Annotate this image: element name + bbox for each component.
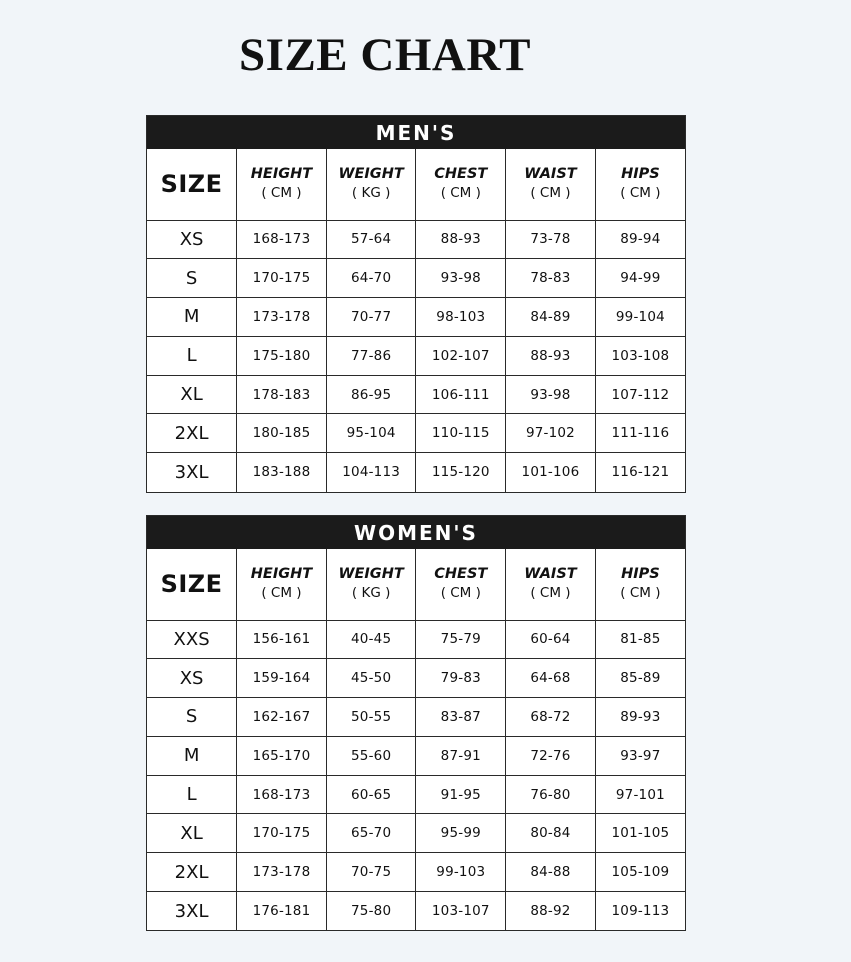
measurement-cell: 70-75 <box>326 853 416 892</box>
column-name: CHEST <box>434 566 488 583</box>
men-column-header-height <box>237 149 327 220</box>
measurement-cell: 176-181 <box>237 892 327 931</box>
measurement-cell: 88-93 <box>416 220 506 259</box>
measurement-cell: 75-80 <box>326 892 416 931</box>
table-row <box>147 414 685 453</box>
measurement-cell: 115-120 <box>416 453 506 492</box>
measurement-cell: 99-104 <box>595 298 685 337</box>
column-unit: ( CM ) <box>440 185 481 202</box>
measurement-cell: 55-60 <box>326 736 416 775</box>
womens-size-grid <box>147 549 685 930</box>
measurement-cell: 111-116 <box>595 414 685 453</box>
column-unit: ( KG ) <box>351 185 391 202</box>
measurement-cell: 170-175 <box>237 814 327 853</box>
measurement-cell: 76-80 <box>506 775 596 814</box>
column-name: HIPS <box>621 566 660 583</box>
measurement-cell: 165-170 <box>237 736 327 775</box>
column-name: WEIGHT <box>338 566 404 583</box>
column-name: HIPS <box>621 166 660 183</box>
measurement-cell: 103-108 <box>595 336 685 375</box>
size-label-cell: 3XL <box>147 453 237 492</box>
column-unit: ( CM ) <box>530 185 571 202</box>
page-title: SIZE CHART <box>239 29 531 81</box>
measurement-cell: 68-72 <box>506 698 596 737</box>
measurement-cell: 50-55 <box>326 698 416 737</box>
measurement-cell: 106-111 <box>416 375 506 414</box>
measurement-cell: 40-45 <box>326 620 416 659</box>
measurement-cell: 84-88 <box>506 853 596 892</box>
measurement-cell: 180-185 <box>237 414 327 453</box>
measurement-cell: 70-77 <box>326 298 416 337</box>
measurement-cell: 162-167 <box>237 698 327 737</box>
measurement-cell: 87-91 <box>416 736 506 775</box>
size-label-cell: XL <box>147 375 237 414</box>
measurement-cell: 168-173 <box>237 775 327 814</box>
measurement-cell: 183-188 <box>237 453 327 492</box>
table-row <box>147 336 685 375</box>
table-row <box>147 659 685 698</box>
table-row <box>147 298 685 337</box>
measurement-cell: 75-79 <box>416 620 506 659</box>
womens-table-banner: WOMEN'S <box>147 516 685 549</box>
size-label-cell: XS <box>147 659 237 698</box>
measurement-cell: 95-104 <box>326 414 416 453</box>
measurement-cell: 101-105 <box>595 814 685 853</box>
measurement-cell: 81-85 <box>595 620 685 659</box>
size-label-cell: XS <box>147 220 237 259</box>
column-unit: ( CM ) <box>620 185 661 202</box>
mens-header-row <box>147 149 685 220</box>
measurement-cell: 84-89 <box>506 298 596 337</box>
size-label-cell: M <box>147 298 237 337</box>
column-unit: ( CM ) <box>261 585 302 602</box>
measurement-cell: 79-83 <box>416 659 506 698</box>
table-row <box>147 453 685 492</box>
women-column-header-height <box>237 549 327 620</box>
measurement-cell: 95-99 <box>416 814 506 853</box>
measurement-cell: 65-70 <box>326 814 416 853</box>
measurement-cell: 156-161 <box>237 620 327 659</box>
table-row <box>147 698 685 737</box>
measurement-cell: 85-89 <box>595 659 685 698</box>
size-label-cell: S <box>147 698 237 737</box>
table-row <box>147 814 685 853</box>
measurement-cell: 110-115 <box>416 414 506 453</box>
mens-size-grid <box>147 149 685 492</box>
measurement-cell: 97-101 <box>595 775 685 814</box>
mens-table-body <box>147 220 685 492</box>
measurement-cell: 80-84 <box>506 814 596 853</box>
womens-size-table <box>146 515 686 931</box>
measurement-cell: 72-76 <box>506 736 596 775</box>
measurement-cell: 60-65 <box>326 775 416 814</box>
measurement-cell: 83-87 <box>416 698 506 737</box>
men-column-header-hips <box>595 149 685 220</box>
women-column-header-waist <box>506 549 596 620</box>
column-name: CHEST <box>434 166 488 183</box>
table-row <box>147 259 685 298</box>
column-name: WAIST <box>524 566 577 583</box>
size-label-cell: 2XL <box>147 414 237 453</box>
measurement-cell: 91-95 <box>416 775 506 814</box>
measurement-cell: 116-121 <box>595 453 685 492</box>
size-label-cell: M <box>147 736 237 775</box>
measurement-cell: 89-94 <box>595 220 685 259</box>
measurement-cell: 97-102 <box>506 414 596 453</box>
measurement-cell: 173-178 <box>237 298 327 337</box>
column-name: WAIST <box>524 166 577 183</box>
size-label-cell: L <box>147 775 237 814</box>
measurement-cell: 178-183 <box>237 375 327 414</box>
table-row <box>147 736 685 775</box>
column-unit: ( CM ) <box>440 585 481 602</box>
measurement-cell: 93-98 <box>416 259 506 298</box>
column-unit: ( CM ) <box>261 185 302 202</box>
column-name: HEIGHT <box>250 566 313 583</box>
table-row <box>147 853 685 892</box>
measurement-cell: 88-93 <box>506 336 596 375</box>
column-unit: ( KG ) <box>351 585 391 602</box>
mens-size-column-header: SIZE <box>147 149 237 220</box>
womens-header-row <box>147 549 685 620</box>
measurement-cell: 93-98 <box>506 375 596 414</box>
measurement-cell: 64-70 <box>326 259 416 298</box>
table-row <box>147 892 685 931</box>
measurement-cell: 105-109 <box>595 853 685 892</box>
measurement-cell: 104-113 <box>326 453 416 492</box>
size-label-cell: S <box>147 259 237 298</box>
measurement-cell: 103-107 <box>416 892 506 931</box>
measurement-cell: 86-95 <box>326 375 416 414</box>
women-column-header-hips <box>595 549 685 620</box>
size-label-cell: L <box>147 336 237 375</box>
measurement-cell: 60-64 <box>506 620 596 659</box>
column-name: HEIGHT <box>250 166 313 183</box>
measurement-cell: 78-83 <box>506 259 596 298</box>
women-column-header-weight <box>326 549 416 620</box>
measurement-cell: 64-68 <box>506 659 596 698</box>
womens-table-body <box>147 620 685 930</box>
table-row <box>147 220 685 259</box>
men-column-header-waist <box>506 149 596 220</box>
measurement-cell: 107-112 <box>595 375 685 414</box>
measurement-cell: 57-64 <box>326 220 416 259</box>
measurement-cell: 98-103 <box>416 298 506 337</box>
mens-size-table <box>146 115 686 493</box>
size-label-cell: 3XL <box>147 892 237 931</box>
measurement-cell: 159-164 <box>237 659 327 698</box>
measurement-cell: 168-173 <box>237 220 327 259</box>
measurement-cell: 45-50 <box>326 659 416 698</box>
measurement-cell: 89-93 <box>595 698 685 737</box>
measurement-cell: 73-78 <box>506 220 596 259</box>
measurement-cell: 173-178 <box>237 853 327 892</box>
measurement-cell: 94-99 <box>595 259 685 298</box>
size-label-cell: XXS <box>147 620 237 659</box>
column-name: WEIGHT <box>338 166 404 183</box>
measurement-cell: 88-92 <box>506 892 596 931</box>
measurement-cell: 170-175 <box>237 259 327 298</box>
mens-table-banner: MEN'S <box>147 116 685 149</box>
measurement-cell: 102-107 <box>416 336 506 375</box>
measurement-cell: 109-113 <box>595 892 685 931</box>
men-column-header-weight <box>326 149 416 220</box>
men-column-header-chest <box>416 149 506 220</box>
women-column-header-chest <box>416 549 506 620</box>
table-row <box>147 375 685 414</box>
table-row <box>147 620 685 659</box>
column-unit: ( CM ) <box>530 585 571 602</box>
measurement-cell: 175-180 <box>237 336 327 375</box>
measurement-cell: 99-103 <box>416 853 506 892</box>
measurement-cell: 93-97 <box>595 736 685 775</box>
womens-size-column-header: SIZE <box>147 549 237 620</box>
column-unit: ( CM ) <box>620 585 661 602</box>
size-label-cell: 2XL <box>147 853 237 892</box>
measurement-cell: 77-86 <box>326 336 416 375</box>
size-label-cell: XL <box>147 814 237 853</box>
measurement-cell: 101-106 <box>506 453 596 492</box>
table-row <box>147 775 685 814</box>
